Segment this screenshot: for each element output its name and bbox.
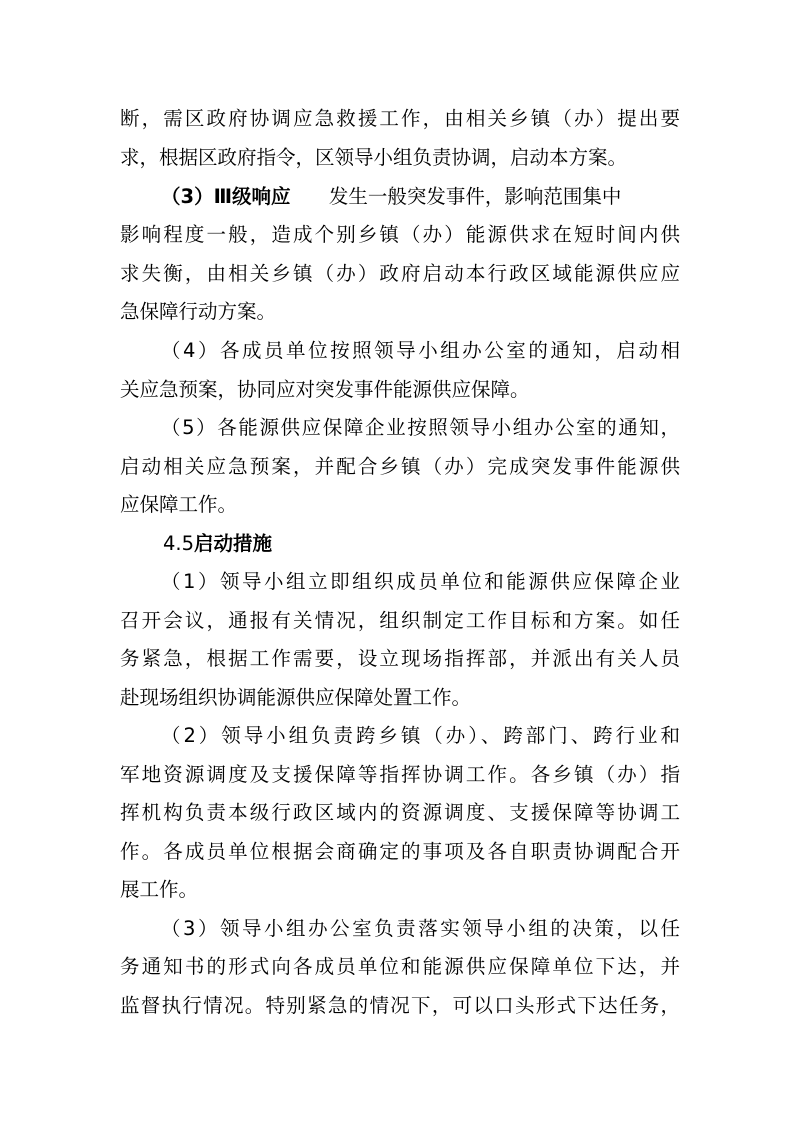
paragraph-line: 应保障工作。 bbox=[120, 493, 238, 516]
paragraph-line: 务通知书的形式向各成员单位和能源供应保障单位下达，并 bbox=[120, 955, 680, 978]
paragraph-line: 影响程度一般，造成个别乡镇（办）能源供求在短时间内供 bbox=[120, 223, 680, 246]
section-heading bbox=[163, 529, 682, 559]
paragraph-line: 监督执行情况。特别紧急的情况下，可以口头形式下达任务， bbox=[120, 994, 680, 1017]
paragraph-line: 求失衡，由相关乡镇（办）政府启动本行政区域能源供应应 bbox=[120, 262, 680, 285]
level3-response-line bbox=[161, 182, 680, 212]
paragraph-line: 挥机构负责本级行政区域内的资源调度、支援保障等协调工 bbox=[120, 801, 680, 824]
paragraph-line: （3）领导小组办公室负责落实领导小组的决策，以任 bbox=[161, 917, 680, 940]
paragraph-line: （2）领导小组负责跨乡镇（办）、跨部门、跨行业和 bbox=[161, 724, 680, 747]
paragraph-line: 关应急预案，协同应对突发事件能源供应保障。 bbox=[120, 378, 530, 401]
paragraph-line: （4）各成员单位按照领导小组办公室的通知，启动相 bbox=[161, 339, 680, 362]
paragraph-line: 急保障行动方案。 bbox=[120, 300, 277, 323]
paragraph-line: 军地资源调度及支援保障等指挥协调工作。各乡镇（办）指 bbox=[120, 763, 680, 786]
paragraph-line: 启动相关应急预案，并配合乡镇（办）完成突发事件能源供 bbox=[120, 455, 680, 478]
level3-response-text: 发生一般突发事件，影响范围集中 bbox=[328, 185, 622, 208]
paragraph-line: 作。各成员单位根据会商确定的事项及各自职责协调配合开 bbox=[120, 840, 680, 863]
paragraph-line: 断，需区政府协调应急救援工作，由相关乡镇（办）提出要 bbox=[120, 107, 680, 130]
level3-response-heading: （3）Ⅲ级响应 bbox=[161, 185, 291, 208]
section-number: 4.5 bbox=[163, 532, 195, 555]
paragraph-line: 赴现场组织协调能源供应保障处置工作。 bbox=[120, 686, 472, 709]
section-title: 启动措施 bbox=[194, 532, 273, 555]
paragraph-line: 求，根据区政府指令，区领导小组负责协调，启动本方案。 bbox=[120, 146, 628, 169]
paragraph-line: 召开会议，通报有关情况，组织制定工作目标和方案。如任 bbox=[120, 609, 680, 632]
paragraph-line: （5）各能源供应保障企业按照领导小组办公室的通知， bbox=[161, 416, 680, 439]
paragraph-line: 展工作。 bbox=[120, 878, 199, 901]
paragraph-line: （1）领导小组立即组织成员单位和能源供应保障企业 bbox=[161, 570, 680, 593]
paragraph-line: 务紧急，根据工作需要，设立现场指挥部，并派出有关人员 bbox=[120, 647, 680, 670]
